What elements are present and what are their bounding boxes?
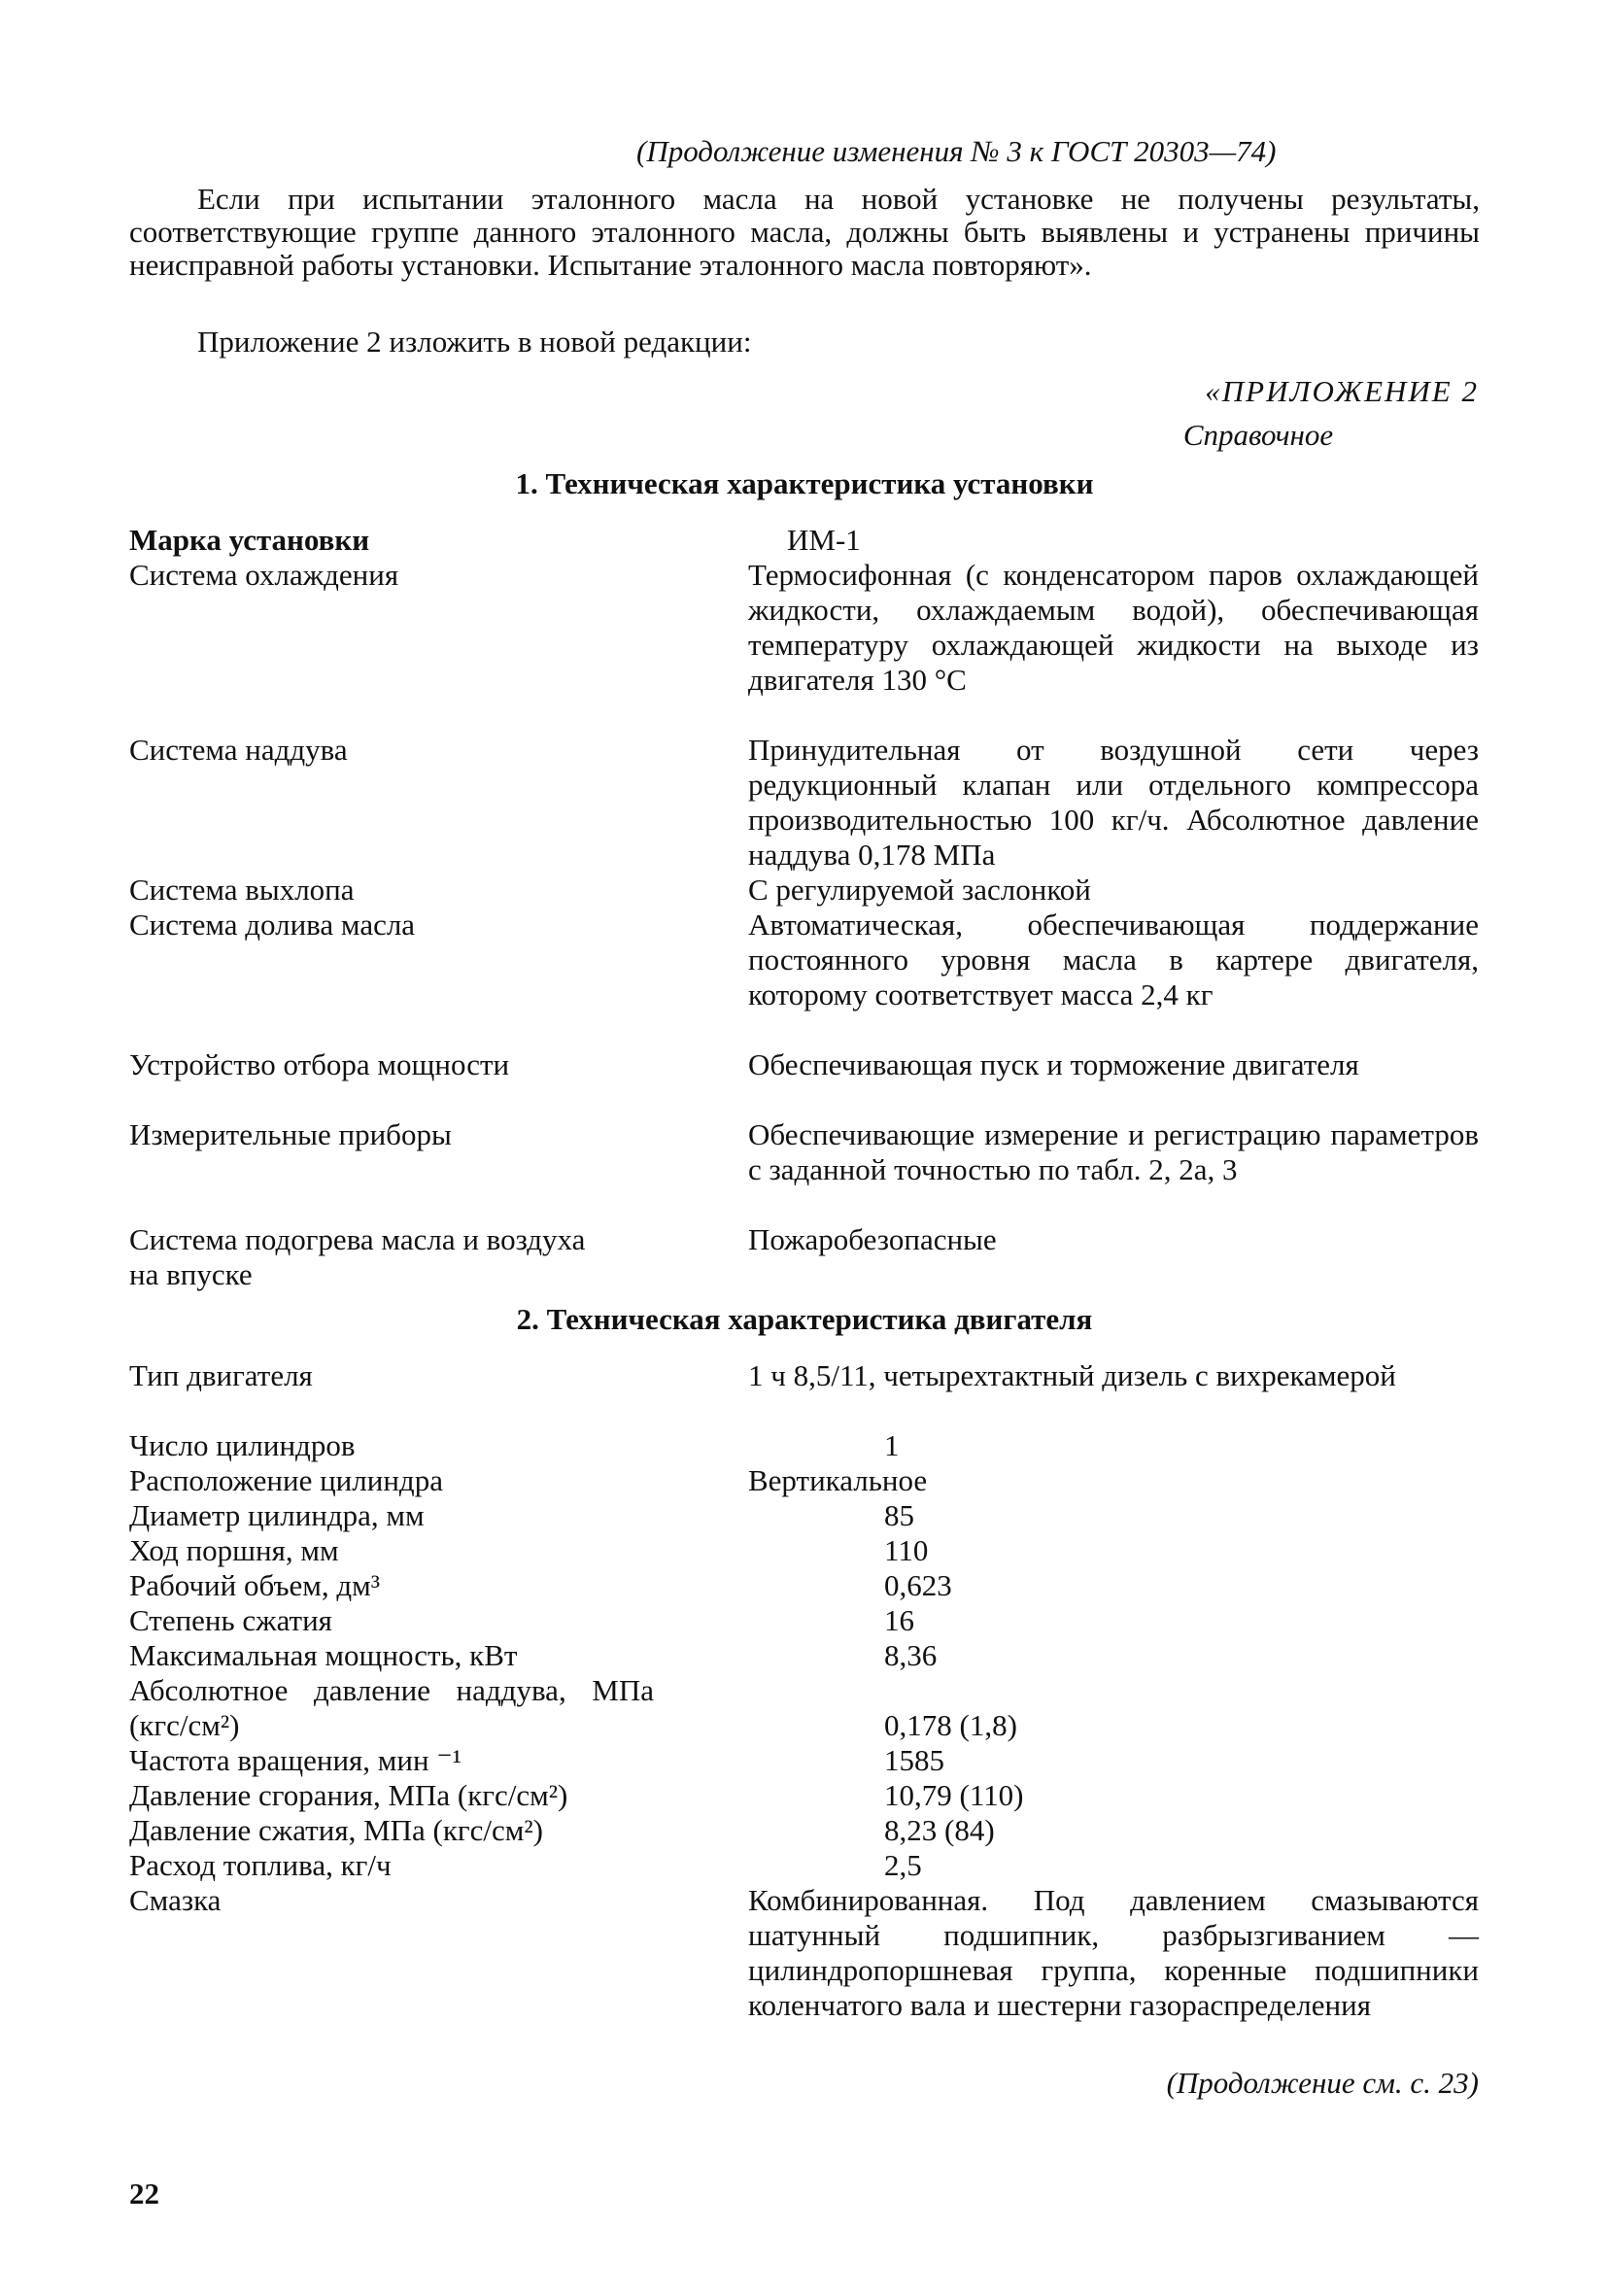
row-label: Максимальная мощность, кВт <box>129 1638 518 1672</box>
row-label: Система наддува <box>129 733 348 767</box>
row-label: Рабочий объем, дм³ <box>129 1568 381 1602</box>
section2-heading: 2. Техническая характеристика двигателя <box>516 1302 1093 1336</box>
row-value: 0,178 (1,8) <box>884 1708 1017 1742</box>
row-label: Степень сжатия <box>129 1603 332 1637</box>
row-label: Ход поршня, мм <box>129 1533 339 1567</box>
row-label: Число цилиндров <box>129 1428 356 1462</box>
appendix-title: «ПРИЛОЖЕНИЕ 2 <box>1205 374 1479 408</box>
row-label: Давление сгорания, МПа (кгс/см²) <box>129 1778 568 1812</box>
row-label: Расход топлива, кг/ч <box>129 1848 392 1882</box>
row-value: С регулируемой заслонкой <box>748 873 1091 907</box>
row-label: Давление сжатия, МПа (кгс/см²) <box>129 1813 544 1847</box>
row-value: Принудительная от воздушной сети через редукционный клапан или отдельного компрессора производительностью 100 кг/ч. Абсолютное давление наддува 0,178 МПа <box>748 733 1479 872</box>
row-value: Пожаробезопасные <box>748 1222 997 1256</box>
row-label: Система выхлопа <box>129 873 355 907</box>
row-label: Расположение цилиндра <box>129 1463 443 1497</box>
row-value: Автоматическая, обеспечивающая поддержание постоянного уровня масла в картере двигателя, которому соответствует масса 2,4 кг <box>748 908 1479 1011</box>
appendix-instruction: Приложение 2 изложить в новой редакции: <box>197 325 752 359</box>
row-label: Тип двигателя <box>129 1358 313 1392</box>
row-value: Комбинированная. Под давлением смазываются шатунный подшипник, разбрызгиванием — цилиндропоршневая группа, коренные подшипники коленчатого вала и шестерни газораспределения <box>748 1883 1479 2022</box>
row-label: Марка установки <box>129 523 370 557</box>
row-value: 16 <box>884 1603 914 1637</box>
row-label: Диаметр цилиндра, мм <box>129 1498 425 1532</box>
row-value: Обеспечивающие измерение и регистрацию параметров с заданной точностью по табл. 2, 2а, 3 <box>748 1117 1479 1186</box>
row-value: 10,79 (110) <box>884 1778 1024 1812</box>
row-value: Вертикальное <box>748 1463 928 1497</box>
intro-paragraph: Если при испытании эталонного масла на новой установке не получены результаты, соответствующие группе данного эталонного масла, должны быть выявлены и устранены причины неисправной работы установки. Испытание эталонного масла повторяют». <box>129 182 1480 282</box>
row-value: 1585 <box>884 1743 944 1777</box>
row-value: 1 ч 8,5/11, четырехтактный дизель с вихрекамерой <box>748 1358 1396 1392</box>
row-value: 110 <box>884 1533 929 1567</box>
row-label: Частота вращения, мин ⁻¹ <box>129 1743 462 1777</box>
continuation-header: (Продолжение изменения № 3 к ГОСТ 20303—74) <box>636 134 1277 168</box>
row-value: 2,5 <box>884 1848 922 1882</box>
row-label: Абсолютное давление наддува, МПа (кгс/см²) <box>129 1673 654 1742</box>
row-label: Смазка <box>129 1883 222 1917</box>
row-label: Система долива масла <box>129 908 416 942</box>
row-label: Система подогрева масла и воздуха на впуске <box>129 1222 586 1291</box>
row-value: 8,36 <box>884 1638 938 1672</box>
row-value: 1 <box>884 1428 900 1462</box>
section1-heading: 1. Техническая характеристика установки <box>515 466 1094 500</box>
page-number: 22 <box>129 2176 159 2210</box>
row-value: ИМ-1 <box>787 523 861 557</box>
appendix-subtitle: Справочное <box>1182 418 1334 452</box>
row-label: Система охлаждения <box>129 558 399 592</box>
row-label: Измерительные приборы <box>129 1117 452 1151</box>
row-value: 0,623 <box>884 1568 952 1602</box>
continued-note: (Продолжение см. с. 23) <box>1166 2066 1479 2100</box>
row-value: 85 <box>884 1498 914 1532</box>
row-value: Обеспечивающая пуск и торможение двигателя <box>748 1047 1359 1081</box>
row-label: Устройство отбора мощности <box>129 1047 510 1081</box>
row-value: Термосифонная (с конденсатором паров охлаждающей жидкости, охлаждаемым водой), обеспечивающая температуру охлаждающей жидкости на выходе из двигателя 130 °С <box>748 558 1479 697</box>
row-value: 8,23 (84) <box>884 1813 995 1847</box>
